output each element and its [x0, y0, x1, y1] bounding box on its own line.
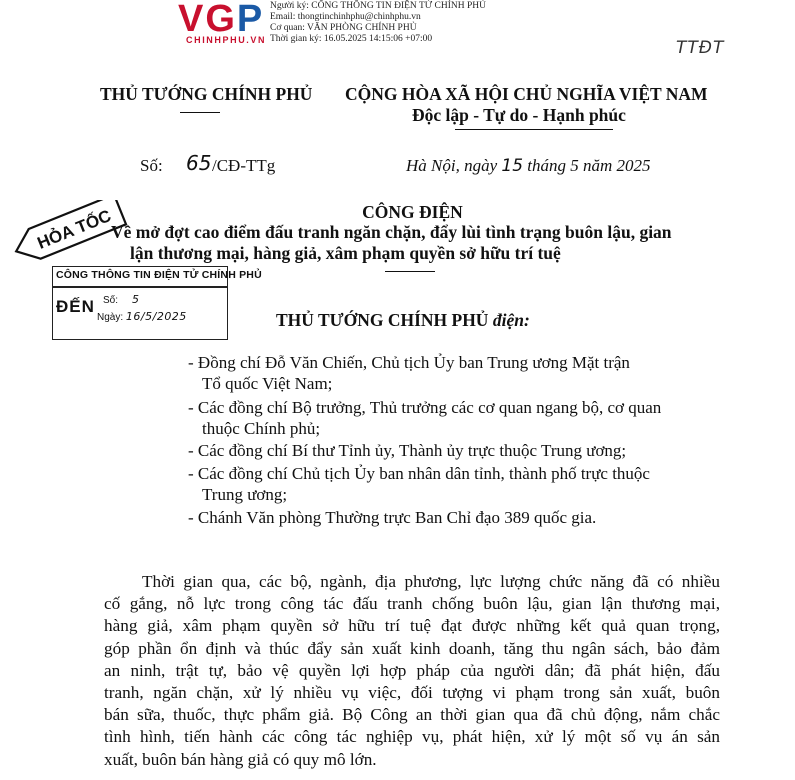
recipient-item-cont: Tổ quốc Việt Nam; — [202, 374, 333, 393]
document-subject-line-1: Về mở đợt cao điểm đấu tranh ngăn chặn, đẩy lùi tình trạng buôn lậu, gian — [111, 222, 672, 242]
body-line: góp phần ổn định và thúc đẩy sản xuất kinh doanh, tăng thu ngân sách, bảo đảm — [104, 638, 720, 658]
received-stamp-number: Số: 5 — [103, 293, 140, 306]
number-label: Số: — [140, 156, 163, 175]
signature-line: Thời gian ký: 16.05.2025 14:15:06 +07:00 — [270, 34, 433, 44]
received-stamp-header: CÔNG THÔNG TIN ĐIỆN TỬ CHÍNH PHỦ — [56, 269, 262, 281]
country-name: CỘNG HÒA XÃ HỘI CHỦ NGHĨA VIỆT NAM — [345, 84, 708, 104]
signature-line: Người ký: CỔNG THÔNG TIN ĐIỆN TỬ CHÍNH PHỦ — [270, 1, 486, 11]
document-subject-line-2: lận thương mại, hàng giả, xâm phạm quyền sở hữu trí tuệ — [130, 243, 561, 263]
recipient-item: - Các đồng chí Bộ trưởng, Thủ trưởng các cơ quan ngang bộ, cơ quan — [188, 398, 662, 417]
digital-signature — [270, 1, 486, 45]
number-code: /CĐ-TTg — [212, 156, 276, 175]
received-stamp-date: Ngày: 16/5/2025 — [97, 310, 187, 323]
vgp-logo: VGP — [178, 0, 265, 40]
body-line: cố gắng, nỗ lực trong công tác đấu tranh chống buôn lậu, gian lận thương mại, — [104, 594, 720, 614]
received-stamp-den: ĐẾN — [56, 297, 95, 316]
vgp-logo-subtitle: CHINHPHU.VN — [186, 35, 267, 45]
issuer-name: THỦ TƯỚNG CHÍNH PHỦ — [100, 84, 313, 104]
recipient-item-cont: Trung ương; — [202, 485, 288, 504]
national-motto: Độc lập - Tự do - Hạnh phúc — [412, 105, 626, 125]
urgent-stamp-text: HỎA TỐC — [34, 206, 114, 253]
motto-underline — [455, 129, 613, 130]
body-line: Thời gian qua, các bộ, ngành, địa phương, lực lượng chức năng đã có nhiều — [142, 572, 720, 591]
date-day-handwritten: 15 — [501, 156, 524, 176]
document-date: Hà Nội, ngày 15 tháng 5 năm 2025 — [406, 156, 651, 176]
document-title: CÔNG ĐIỆN — [362, 202, 463, 222]
body-line: tranh, ngăn chặn, xử lý nhiều vụ việc, đối tượng vi phạm trong sản xuất, buôn — [104, 683, 720, 703]
body-line: hàng giả, xâm phạm quyền sở hữu trí tuệ đạt được những kết quả quan trọng, — [104, 616, 720, 636]
body-paragraph — [104, 571, 720, 771]
body-line: tình hình, tiến hành các công tác nghiệp vụ, phát hiện, xử lý một số vụ án sản — [104, 727, 720, 747]
recipient-item: - Đồng chí Đỗ Văn Chiến, Chủ tịch Ủy ban Trung ương Mặt trận — [188, 353, 630, 372]
title-underline — [385, 271, 435, 272]
body-line: xuất, buôn bán hàng giả có quy mô lớn. — [104, 749, 377, 769]
signature-line: Cơ quan: VĂN PHÒNG CHÍNH PHỦ — [270, 23, 417, 33]
recipient-item: - Các đồng chí Bí thư Tỉnh ủy, Thành ủy trực thuộc Trung ương; — [188, 441, 627, 460]
received-stamp — [52, 266, 262, 340]
received-stamp-divider — [53, 286, 227, 288]
signature-line: Email: thongtinchinhphu@chinhphu.vn — [270, 12, 421, 22]
recipient-item: - Các đồng chí Chủ tịch Ủy ban nhân dân tỉnh, thành phố trực thuộc — [188, 464, 650, 483]
handwritten-mark: TTĐT — [676, 38, 725, 58]
issuer-underline — [180, 112, 220, 113]
body-line: bán sữa, thuốc, thực phẩm giả. Bộ Công an thời gian qua đã chủ động, nắm chắc — [104, 705, 720, 725]
sender-line: THỦ TƯỚNG CHÍNH PHỦ điện: — [276, 310, 530, 330]
recipient-item: - Chánh Văn phòng Thường trực Ban Chỉ đạo 389 quốc gia. — [188, 508, 597, 527]
body-line: an ninh, trật tự, bảo vệ quyền lợi hợp pháp của người dân; đã phát hiện, đấu — [104, 660, 720, 680]
number-value: 65 — [186, 151, 212, 175]
recipient-item-cont: thuộc Chính phủ; — [202, 419, 321, 438]
